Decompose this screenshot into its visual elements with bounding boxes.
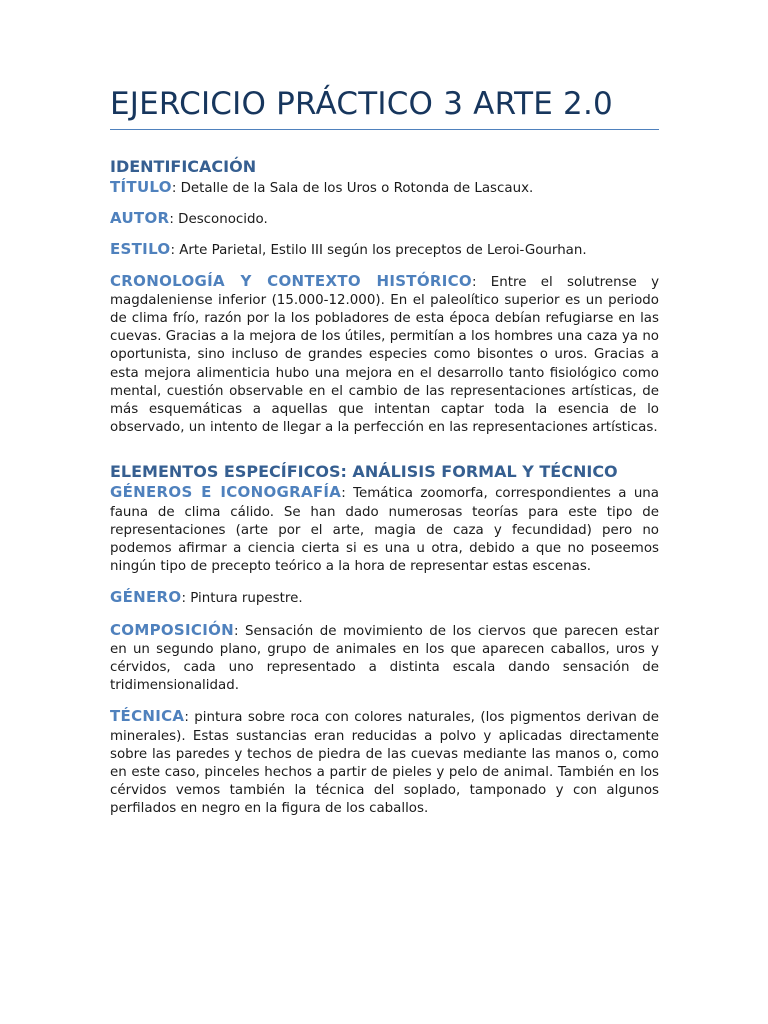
- text-cronologia: : Entre el solutrense y magdaleniense inferior (15.000-12.000). En el paleolítico superior es un periodo de clima frío, razón por la los pobladores de esta época debían refugiarse en las cuevas. Gracias a la mejora de los útiles, permitían a los hombres una caza ya no oportunista, sino incluso de grandes especies como bisontes o uros. Gracias a esta mejora alimenticia hubo una mejora en el desarrollo tanto fisiológico como mental, cuestión observable en el cambio de las representaciones artísticas, de más esquemáticas a aquellas que intentan captar toda la esencia de lo observado, un intento de llegar a la perfección en las representaciones artísticas.: [110, 274, 659, 436]
- paragraph-genero: [110, 588, 659, 608]
- label-composicion: COMPOSICIÓN: [110, 620, 235, 639]
- section-heading-identificacion: IDENTIFICACIÓN: [110, 157, 257, 176]
- paragraph-generos: [110, 483, 659, 576]
- text-composicion: : Sensación de movimiento de los ciervos que parecen estar en un segundo plano, grupo de animales en los que aparecen caballos, uros y cérvidos, cada uno representado a distinta escala dando sensación de tridimensionalidad.: [110, 623, 659, 694]
- paragraph-autor: [110, 209, 659, 229]
- text-genero: : Pintura rupestre.: [181, 591, 303, 607]
- label-generos: GÉNEROS E ICONOGRAFÍA: [110, 483, 342, 502]
- label-genero: GÉNERO: [110, 588, 182, 607]
- title-divider: [110, 129, 659, 130]
- label-titulo: TÍTULO: [110, 178, 172, 196]
- document-title: EJERCICIO PRÁCTICO 3 ARTE 2.0: [110, 86, 613, 122]
- section-heading-elementos: ELEMENTOS ESPECÍFICOS: ANÁLISIS FORMAL Y TÉCNICO: [110, 462, 618, 482]
- paragraph-composicion: [110, 621, 659, 696]
- paragraph-tecnica: [110, 707, 659, 818]
- document-page: [110, 84, 659, 819]
- text-titulo: : Detalle de la Sala de los Uros o Rotonda de Lascaux.: [171, 181, 534, 196]
- paragraph-cronologia: [110, 272, 659, 438]
- label-estilo: ESTILO: [110, 240, 171, 259]
- paragraph-titulo: [110, 178, 659, 198]
- label-cronologia: CRONOLOGÍA Y CONTEXTO HISTÓRICO: [110, 271, 472, 290]
- text-estilo: : Arte Parietal, Estilo III según los preceptos de Leroi-Gourhan.: [170, 243, 587, 259]
- label-autor: AUTOR: [110, 209, 170, 228]
- text-autor: : Desconocido.: [169, 212, 268, 228]
- text-generos: : Temática zoomorfa, correspondientes a una fauna de clima cálido. Se han dado numerosas teorías para este tipo de representaciones (arte por el arte, magia de caza y fecundidad) pero no podemos afirmar a ciencia cierta si es una u otra, debido a que no poseemos ningún tipo de precepto teórico a la hora de representar estas escenas.: [110, 486, 660, 575]
- text-tecnica: : pintura sobre roca con colores naturales, (los pigmentos derivan de minerales). Estas sustancias eran reducidas a polvo y aplicadas directamente sobre las paredes y techos de piedra de las cuevas mediante las manos o, como en este caso, pinceles hechos a partir de pieles y pelo de animal. También en los cérvidos vemos también la técnica del soplado, tamponado y con algunos perfilados en negro en la figura de los caballos.: [110, 710, 659, 817]
- label-tecnica: TÉCNICA: [110, 707, 185, 726]
- paragraph-estilo: [110, 240, 659, 260]
